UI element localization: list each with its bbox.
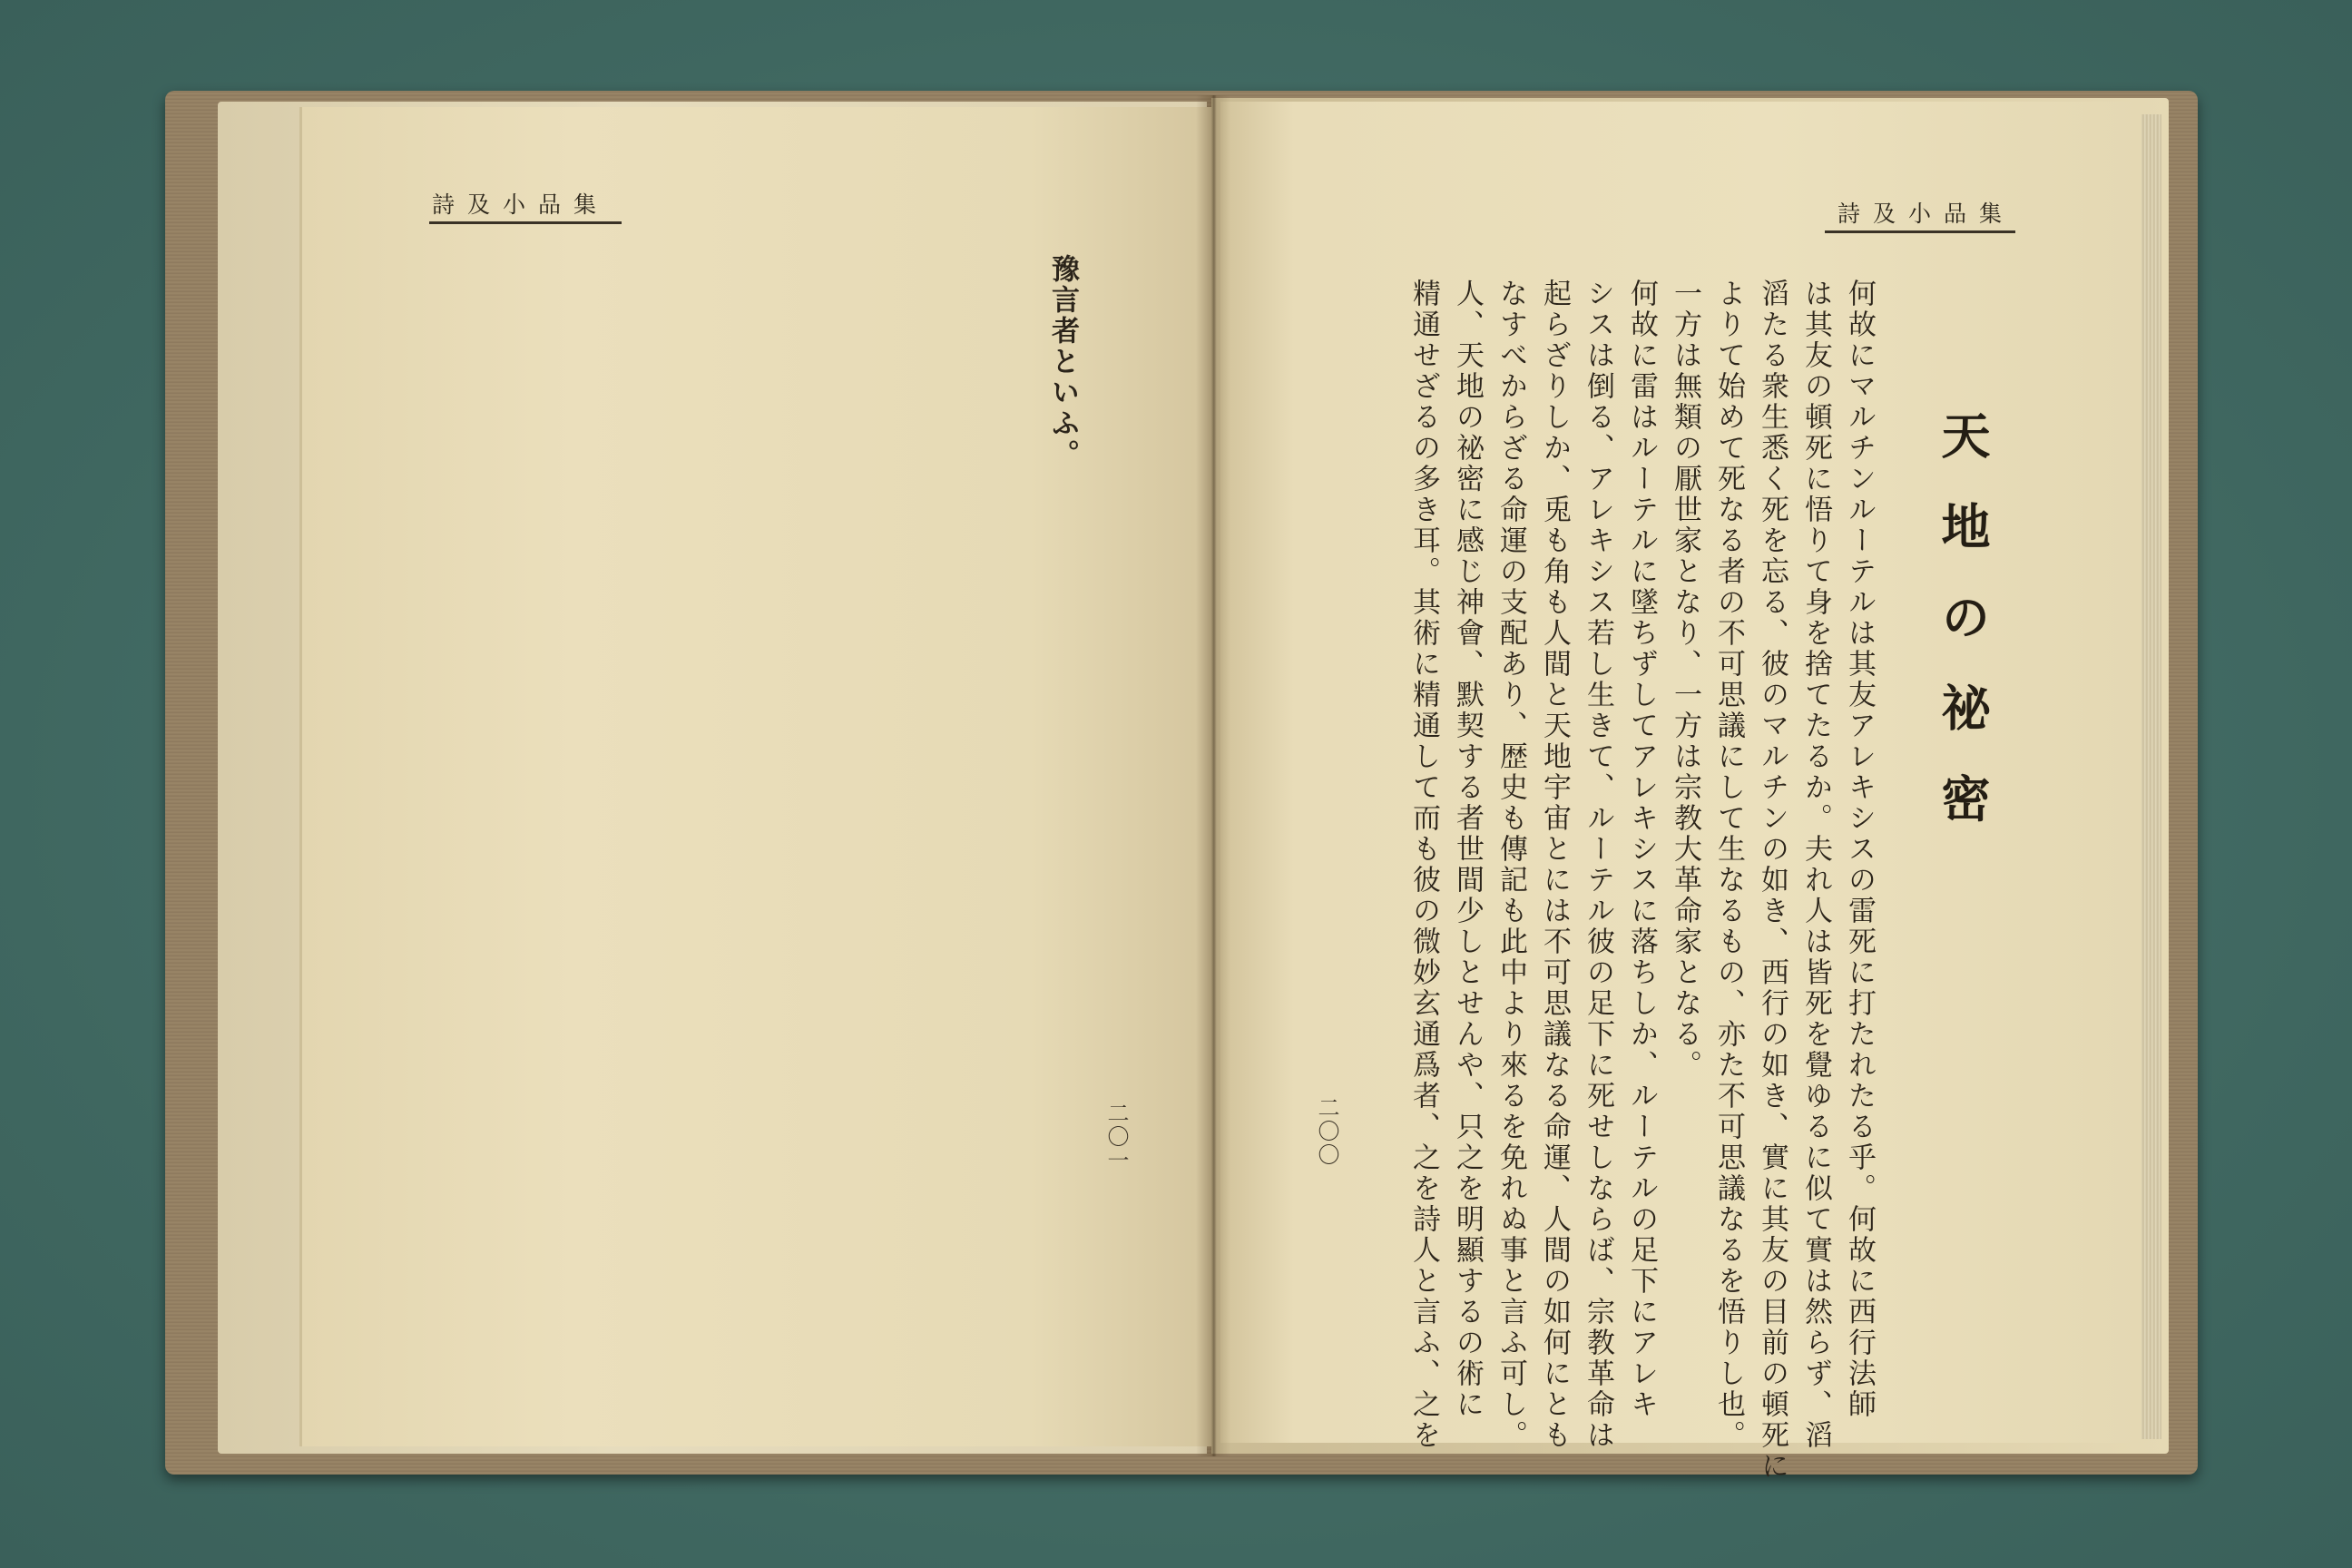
left-running-head: 詩及小品集 <box>432 191 610 218</box>
left-page-number: 二〇一 <box>1103 1102 1129 1172</box>
right-page-number: 二〇〇 <box>1314 1096 1339 1167</box>
text-column-5: 一方は無類の厭世家となり、一方は宗教大革命家となる。 <box>1669 279 1701 1081</box>
text-column-10: 人、天地の祕密に感じ神會、默契する者世間少しとせんや、只之を明顯するの術に <box>1451 279 1484 1420</box>
text-column-7: シスは倒る、アレキシス若し生きて、ルーテル彼の足下に死せしならば、宗教革命は <box>1582 279 1614 1451</box>
right-running-head: 詩及小品集 <box>1838 201 2015 227</box>
text-column-2: は其友の頓死に悟りて身を捨てたるか。夫れ人は皆死を覺ゆるに似て實は然らず、滔 <box>1799 279 1832 1451</box>
text-column-11: 精通せざるの多き耳。其術に精通して而も彼の微妙玄通爲者、之を詩人と言ふ、之を <box>1407 279 1440 1451</box>
text-column-8: 起らざりしか、兎も角も人間と天地宇宙とには不可思議なる命運、人間の如何にとも <box>1538 279 1571 1451</box>
text-column-9: なすべからざる命運の支配あり、歴史も傳記も此中より來るを免れぬ事と言ふ可し。 <box>1494 279 1527 1451</box>
left-text-column: 豫言者といふ。 <box>1046 254 1079 470</box>
text-column-6: 何故に雷はルーテルに墜ちずしてアレキシスに落ちしか、ルーテルの足下にアレキ <box>1625 279 1658 1420</box>
text-column-1: 何故にマルチンルーテルは其友アレキシスの雷死に打たれたる乎。何故に西行法師 <box>1843 279 1876 1420</box>
book-gutter <box>1196 95 1230 1456</box>
right-page <box>1220 102 2141 1482</box>
text-column-3: 滔たる衆生悉く死を忘る、彼のマルチンの如き、西行の如き、實に其友の目前の頓死に <box>1756 279 1788 1482</box>
right-head-rule <box>1825 230 2015 233</box>
article-title: 天地の祕密 <box>1934 410 1992 864</box>
text-column-4: よりて始めて死なる者の不可思議にして生なるもの、亦た不可思議なるを悟りし也。 <box>1712 279 1745 1451</box>
left-head-rule <box>429 221 622 224</box>
page-edges-right <box>2141 114 2161 1439</box>
left-page <box>299 107 1211 1446</box>
